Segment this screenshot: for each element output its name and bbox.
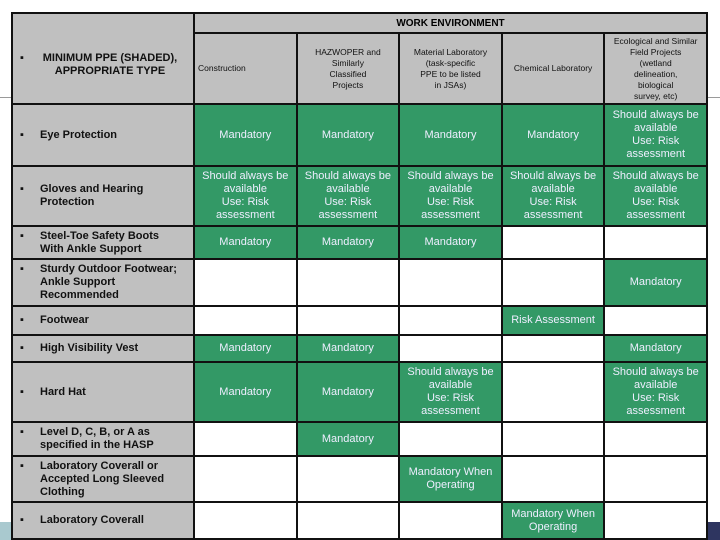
cell-ecological [604, 422, 707, 456]
table-row [12, 226, 707, 259]
row-label-cell [12, 166, 194, 226]
cell-material-laboratory: Should always be available Use: Risk assessment [399, 362, 502, 422]
row-header: MINIMUM PPE (SHADED), APPROPRIATE TYPE [42, 52, 178, 77]
row-label: Laboratory Coverall [40, 514, 144, 526]
bullet-icon: ▪ [20, 514, 24, 526]
row-label: Steel-Toe Safety Boots With Ankle Support [40, 229, 159, 255]
row-label-cell [12, 422, 194, 456]
table-row [12, 456, 707, 502]
cell-material-laboratory: Mandatory [399, 104, 502, 166]
row-label: Laboratory Coverall or Accepted Long Sleeved Clothing [40, 459, 165, 498]
row-label-cell [12, 502, 194, 539]
row-label: Footwear [40, 314, 89, 326]
cell-ecological: Mandatory [604, 335, 707, 362]
cell-material-laboratory: Mandatory [399, 226, 502, 259]
work-environment-header: WORK ENVIRONMENT [194, 13, 707, 33]
bullet-icon: ▪ [20, 459, 24, 472]
bullet-icon: ▪ [20, 263, 24, 275]
row-label-cell [12, 104, 194, 166]
column-header-construction: Construction [194, 33, 297, 104]
cell-ecological [604, 226, 707, 259]
table-row [12, 104, 707, 166]
bullet-icon: ▪ [20, 183, 24, 195]
table-row [12, 166, 707, 226]
bullet-icon: ▪ [20, 314, 24, 326]
cell-ecological: Should always be available Use: Risk assessment [604, 166, 707, 226]
row-label-cell [12, 362, 194, 422]
cell-hazwoper [297, 259, 400, 306]
bullet-icon: ▪ [20, 342, 24, 354]
ppe-table [11, 12, 708, 540]
cell-hazwoper: Mandatory [297, 362, 400, 422]
cell-ecological [604, 306, 707, 335]
cell-material-laboratory [399, 335, 502, 362]
cell-construction [194, 502, 297, 539]
cell-hazwoper [297, 306, 400, 335]
row-label: Level D, C, B, or A as specified in the HASP [40, 426, 154, 451]
bullet-icon: ▪ [20, 128, 24, 141]
cell-chemical-laboratory [502, 226, 605, 259]
cell-material-laboratory [399, 306, 502, 335]
table-row [12, 502, 707, 539]
cell-construction: Mandatory [194, 226, 297, 259]
cell-construction [194, 456, 297, 502]
cell-hazwoper: Mandatory [297, 104, 400, 166]
table-row [12, 422, 707, 456]
decorative-line-left [0, 97, 11, 98]
cell-material-laboratory [399, 259, 502, 306]
decorative-line-right [708, 97, 720, 98]
cell-chemical-laboratory: Mandatory When Operating [502, 502, 605, 539]
cell-hazwoper: Mandatory [297, 422, 400, 456]
cell-construction [194, 306, 297, 335]
cell-construction: Mandatory [194, 362, 297, 422]
cell-ecological: Mandatory [604, 259, 707, 306]
cell-chemical-laboratory [502, 422, 605, 456]
page-number: 24 [689, 523, 704, 538]
cell-chemical-laboratory: Should always be available Use: Risk assessment [502, 166, 605, 226]
cell-hazwoper: Should always be available Use: Risk assessment [297, 166, 400, 226]
column-header-hazwoper: HAZWOPER and Similarly Classified Projects [297, 33, 400, 104]
cell-construction: Mandatory [194, 335, 297, 362]
table-row [12, 259, 707, 306]
row-header-cell [12, 13, 194, 104]
column-header-ecological: Ecological and Similar Field Projects (wetland delineation, biological survey, etc) [604, 33, 707, 104]
cell-material-laboratory [399, 502, 502, 539]
bullet-icon: ▪ [20, 426, 24, 438]
bullet-icon: ▪ [20, 385, 24, 398]
cell-hazwoper: Mandatory [297, 226, 400, 259]
cell-chemical-laboratory: Mandatory [502, 104, 605, 166]
row-label: Sturdy Outdoor Footwear; Ankle Support Recommended [40, 263, 177, 301]
cell-material-laboratory [399, 422, 502, 456]
column-header-material-laboratory: Material Laboratory (task-specific PPE to be listed in JSAs) [399, 33, 502, 104]
cell-construction [194, 422, 297, 456]
cell-ecological: Should always be available Use: Risk assessment [604, 104, 707, 166]
cell-construction: Mandatory [194, 104, 297, 166]
cell-chemical-laboratory [502, 362, 605, 422]
row-label-cell [12, 456, 194, 502]
row-label-cell [12, 259, 194, 306]
row-label: Eye Protection [40, 128, 118, 141]
cell-chemical-laboratory: Risk Assessment [502, 306, 605, 335]
table-row [12, 335, 707, 362]
row-label-cell [12, 306, 194, 335]
cell-chemical-laboratory [502, 259, 605, 306]
cell-material-laboratory: Should always be available Use: Risk assessment [399, 166, 502, 226]
row-label: Gloves and Hearing Protection [40, 183, 144, 208]
cell-chemical-laboratory [502, 456, 605, 502]
cell-chemical-laboratory [502, 335, 605, 362]
row-label: Hard Hat [40, 385, 86, 398]
cell-ecological [604, 456, 707, 502]
cell-material-laboratory: Mandatory When Operating [399, 456, 502, 502]
row-label-cell [12, 335, 194, 362]
cell-ecological: Should always be available Use: Risk assessment [604, 362, 707, 422]
bullet-icon: ▪ [20, 52, 24, 64]
cell-hazwoper: Mandatory [297, 335, 400, 362]
bullet-icon: ▪ [20, 229, 24, 242]
table-row [12, 306, 707, 335]
cell-construction [194, 259, 297, 306]
cell-hazwoper [297, 502, 400, 539]
column-header-chemical-laboratory: Chemical Laboratory [502, 33, 605, 104]
row-label-cell [12, 226, 194, 259]
row-label: High Visibility Vest [40, 342, 139, 354]
table-row [12, 362, 707, 422]
cell-hazwoper [297, 456, 400, 502]
cell-construction: Should always be available Use: Risk assessment [194, 166, 297, 226]
